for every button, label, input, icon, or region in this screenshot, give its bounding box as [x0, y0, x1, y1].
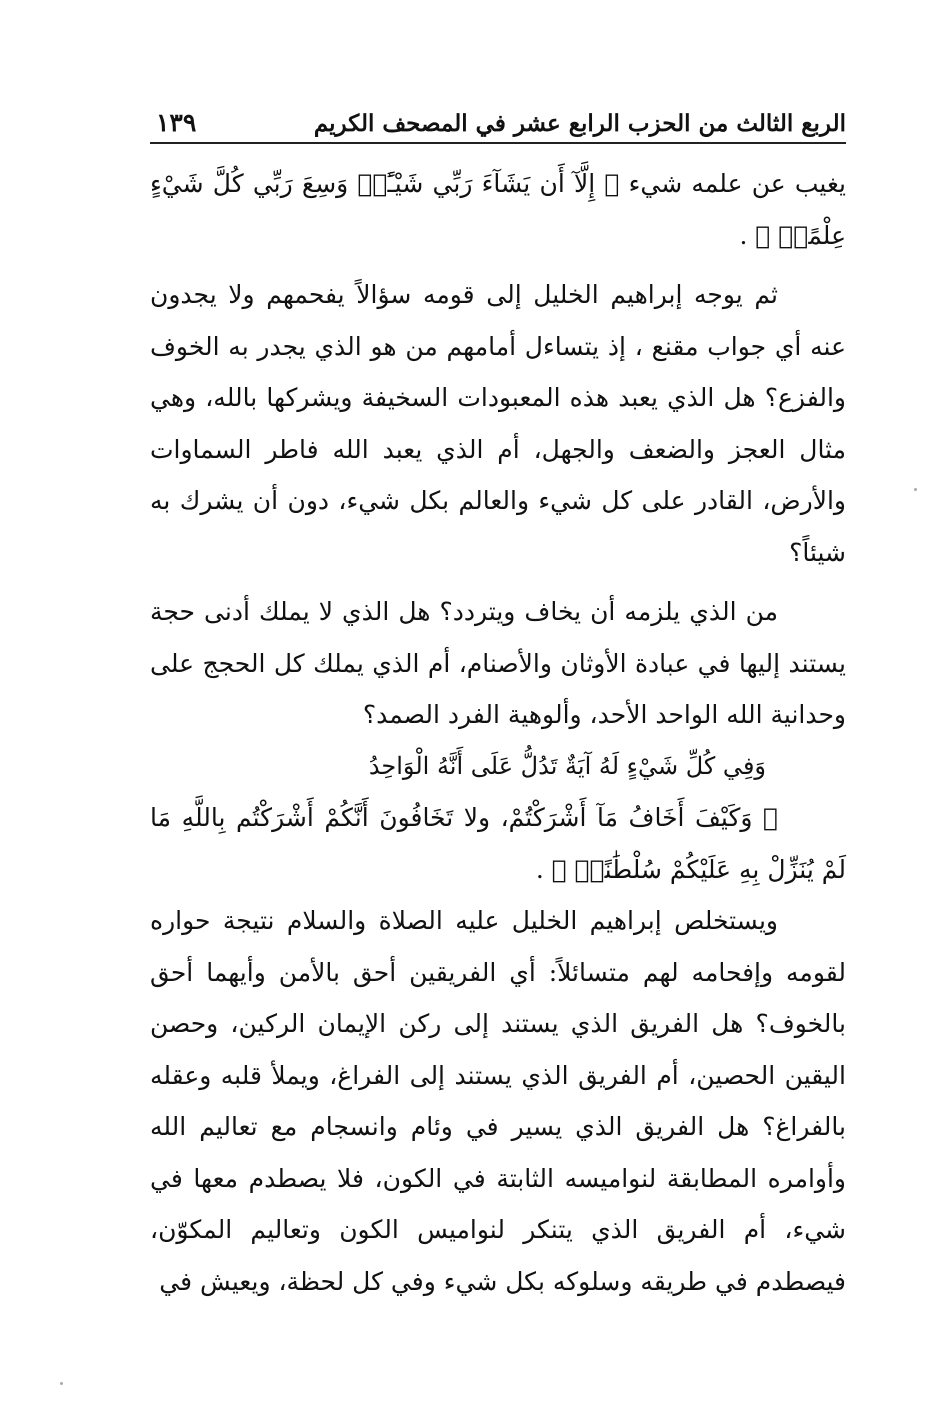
page-body: [150, 158, 846, 1307]
paragraph-5: ويستخلص إبراهيم الخليل عليه الصلاة والسلام نتيجة حواره لقومه وإفحامه لهم متسائلاً: أي الفريقين أحق بالأمن وأيهما أحق بالخوف؟ هل الفريق الذي يستند إلى ركن الإيمان الركين، وحصن اليقين الحصين، أم الفريق الذي يستند إلى الفراغ، ويملأ قلبه وعقله بالفراغ؟ هل الفريق الذي يسير في وئام وانسجام مع تعاليم الله وأوامره المطابقة لنواميسه الثابتة في الكون، فلا يصطدم معها في شيء، أم الفريق الذي يتنكر لنواميس الكون وتعاليم المكوّن، فيصطدم في طريقه وسلوكه بكل شيء وفي كل لحظة، ويعيش في: [150, 906, 846, 1296]
scan-speck: [914, 488, 917, 491]
header-title: الربع الثالث من الحزب الرابع عشر في المصحف الكريم: [313, 110, 846, 137]
paragraph-3: من الذي يلزمه أن يخاف ويتردد؟ هل الذي لا يملك أدنى حجة يستند إليها في عبادة الأوثان والأصنام، أم الذي يملك كل الحجج على وحدانية الله الواحد الأحد، وألوهية الفرد الصمد؟: [150, 597, 846, 729]
quran-quote: ﴿ وَكَيْفَ أَخَافُ مَآ أَشْرَكْتُمْ، ولا تَخَافُونَ أَنَّكُمْ أَشْرَكْتُم بِاللَّهِ مَا لَمْ يُنَزِّلْ بِهِ عَلَيْكُمْ سُلْطَٰنًاۚ ﴾ .: [150, 803, 846, 884]
paragraph-2: ثم يوجه إبراهيم الخليل إلى قومه سؤالاً يفحمهم ولا يجدون عنه أي جواب مقنع ، إذ يتساءل أمامهم من هو الذي يجدر به الخوف والفزع؟ هل الذي يعبد هذه المعبودات السخيفة ويشركها بالله، وهي مثال العجز والضعف والجهل، أم الذي يعبد الله فاطر السماوات والأرض، القادر على كل شيء والعالم بكل شيء، دون أن يشرك به شيئاً؟: [150, 280, 846, 567]
running-header: [150, 108, 846, 144]
paragraph-1: يغيب عن علمه شيء ﴿ إِلَّآ أَن يَشَآءَ رَبِّي شَيْـًٔاۚ وَسِعَ رَبِّي كُلَّ شَيْءٍ عِلْمًاۗ ﴾ .: [150, 169, 846, 250]
page-number: ١٣٩: [156, 108, 197, 137]
poetry-verse: وَفِي كُلِّ شَيْءٍ لَهُ آيَةٌ تَدُلُّ عَلَى أَنَّهُ الْوَاحِدُ: [368, 751, 766, 780]
scan-speck: [60, 1382, 63, 1385]
